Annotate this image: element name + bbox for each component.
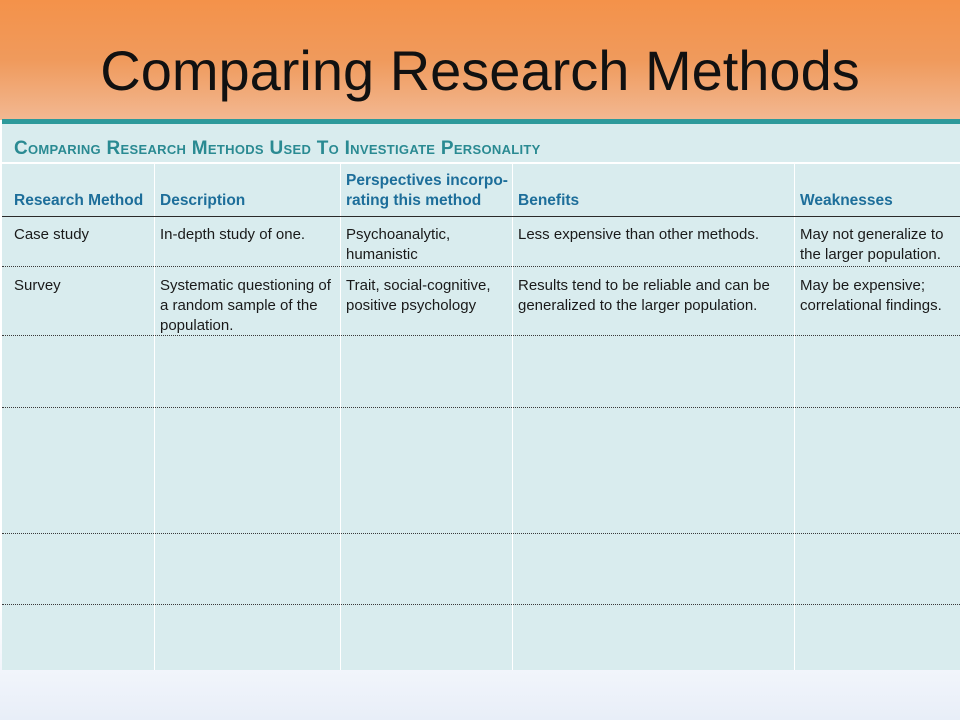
cell-benefits: Results tend to be reliable and can be generalized to the larger population.: [518, 277, 770, 314]
row-divider: [2, 266, 960, 267]
cell-method: Case study: [14, 226, 90, 243]
comparison-table: [2, 119, 960, 670]
row-divider: [2, 407, 960, 408]
column-divider: [512, 164, 513, 670]
title-banner: [0, 0, 960, 120]
row-divider: [2, 533, 960, 534]
row-divider: [2, 335, 960, 336]
cell-perspectives: Trait, social-cognitive, positive psychology: [346, 277, 491, 314]
cell-method: Survey: [14, 277, 61, 294]
column-divider: [340, 164, 341, 670]
column-header-benefits: Benefits: [518, 192, 580, 209]
caption-divider: [2, 162, 960, 164]
cell-weaknesses: May not generalize to the larger population.: [800, 226, 944, 263]
cell-description: In-depth study of one.: [160, 226, 306, 243]
cell-description: Systematic questioning of a random sample of the population.: [160, 277, 331, 334]
column-header-description: Description: [160, 192, 246, 209]
header-divider: [2, 216, 960, 217]
table-caption: Comparing Research Methods Used To Investigate Personality: [14, 138, 541, 159]
cell-perspectives: Psychoanalytic, humanistic: [346, 226, 451, 263]
column-header-perspectives: Perspectives incorpo-rating this method: [346, 172, 508, 209]
column-header-weaknesses: Weaknesses: [800, 192, 893, 209]
cell-benefits: Less expensive than other methods.: [518, 226, 759, 243]
slide-title: Comparing Research Methods: [100, 39, 860, 102]
row-divider: [2, 604, 960, 605]
column-header-research-method: Research Method: [14, 192, 144, 209]
column-divider: [794, 164, 795, 670]
cell-weaknesses: May be expensive; correlational findings.: [800, 277, 942, 314]
column-divider: [154, 164, 155, 670]
